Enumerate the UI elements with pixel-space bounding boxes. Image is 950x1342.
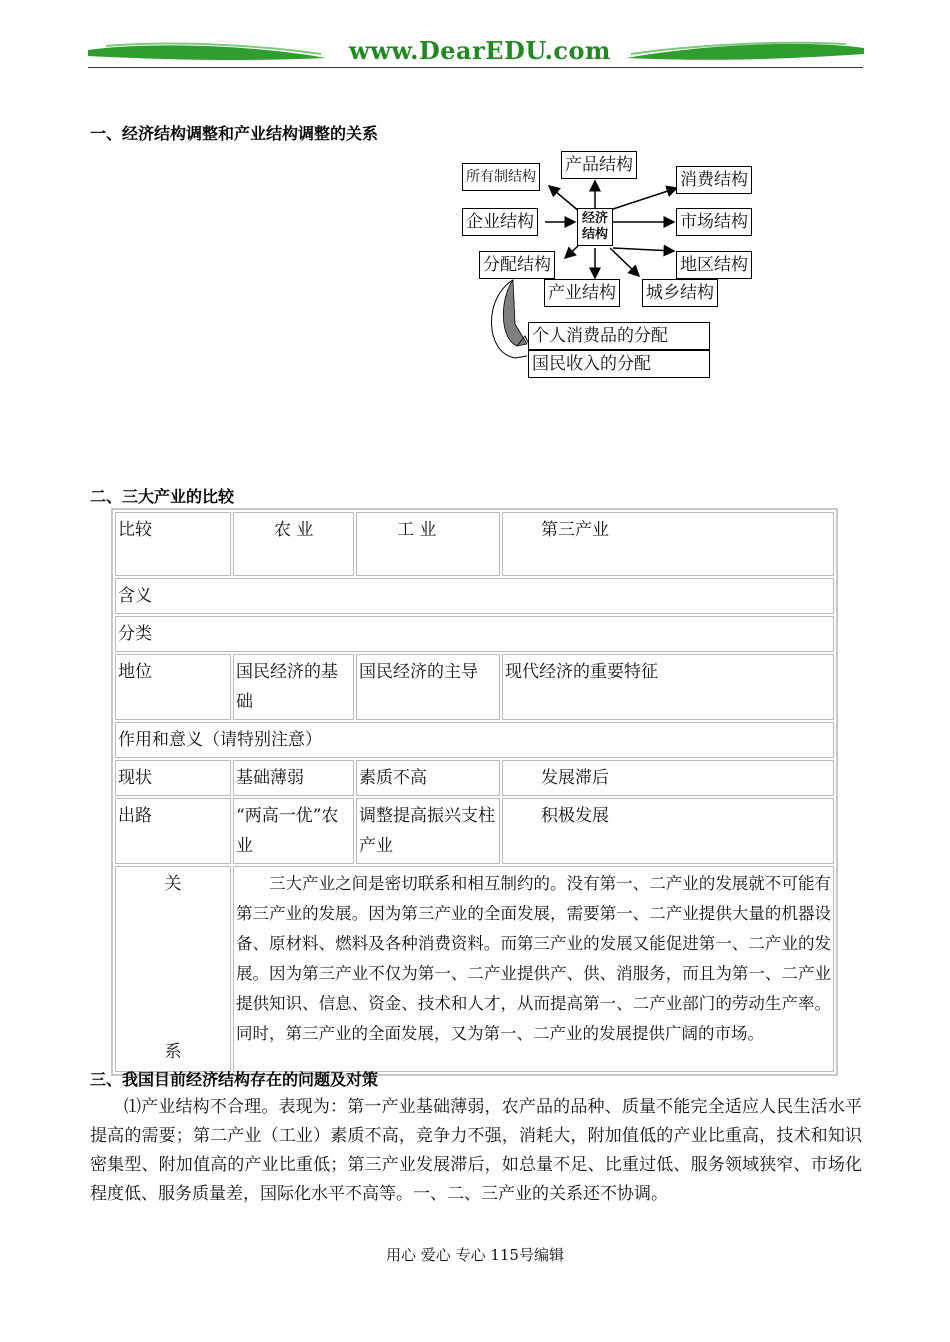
cell-status-tertiary: 现代经济的重要特征 xyxy=(502,654,834,720)
header-agriculture xyxy=(233,512,354,576)
table-row xyxy=(115,512,834,576)
header-tertiary-text: 第三产业 xyxy=(541,520,609,540)
cell-status-industry: 国民经济的主导 xyxy=(356,654,500,720)
page-footer: 用心 爱心 专心 115号编辑 xyxy=(386,1246,564,1264)
diagram-box-consumer-goods-distribution: 个人消费品的分配 xyxy=(528,322,710,350)
table-row xyxy=(115,722,834,758)
header-agriculture-text: 农 业 xyxy=(274,520,314,540)
diagram-core-economic-structure: 经济结构 xyxy=(577,208,613,246)
cell-way-industry: 调整提高振兴支柱产业 xyxy=(356,798,500,864)
row-relation-label xyxy=(115,866,231,1072)
section3-paragraph: ⑴产业结构不合理。表现为：第一产业基础薄弱，农产品的品种、质量不能完全适应人民生活水平提高的需要；第二产业（工业）素质不高，竞争力不强，消耗大，附加值低的产业比重高，技术和知识密集型、附加值高的产业比重低；第三产业发展滞后，如总量不足、比重过低、服务领域狭窄、市场化程度低、服务质量差，国际化水平不高等。一、二、三产业的关系还不协调。 xyxy=(90,1097,862,1204)
table-row xyxy=(115,578,834,614)
diagram-box-national-income-distribution: 国民收入的分配 xyxy=(528,350,710,378)
section3-title: 三、我国目前经济结构存在的问题及对策 xyxy=(90,1070,379,1089)
section2-title: 二、三大产业的比较 xyxy=(90,487,235,506)
relation-label-bottom: 系 xyxy=(164,1042,182,1062)
header-compare: 比较 xyxy=(115,512,231,576)
table-row xyxy=(115,760,834,796)
diagram-box-distribution: 分配结构 xyxy=(479,251,555,279)
header-industry xyxy=(356,512,500,576)
cell-way-agriculture: “两高一优”农业 xyxy=(233,798,354,864)
row-role: 作用和意义（请特别注意） xyxy=(115,722,834,758)
cell-current-industry: 素质不高 xyxy=(356,760,500,796)
header-tertiary xyxy=(502,512,834,576)
diagram-box-consumption: 消费结构 xyxy=(676,166,752,194)
header-rule xyxy=(88,67,863,68)
row-current-label: 现状 xyxy=(115,760,231,796)
cell-current-agriculture: 基础薄弱 xyxy=(233,760,354,796)
diagram-box-urban-rural: 城乡结构 xyxy=(642,279,718,307)
row-way-label: 出路 xyxy=(115,798,231,864)
row-meaning: 含义 xyxy=(115,578,834,614)
section1-title: 一、经济结构调整和产业结构调整的关系 xyxy=(90,124,379,143)
cell-relation-text: 三大产业之间是密切联系和相互制约的。没有第一、二产业的发展就不可能有第三产业的发展。因为第三产业的全面发展，需要第一、二产业提供大量的机器设备、原材料、燃料及各种消费资料。而第三产业的发展又能促进第一、二产业的发展。因为第三产业不仅为第一、二产业提供产、供、消服务，而且为第一、二产业提供知识、信息、资金、技术和人才，从而提高第一、二产业部门的劳动生产率。同时，第三产业的全面发展，又为第一、二产业的发展提供广阔的市场。 xyxy=(233,866,834,1072)
cell-status-agriculture: 国民经济的基础 xyxy=(233,654,354,720)
diagram-box-market: 市场结构 xyxy=(676,208,752,236)
diagram-box-industry: 产业结构 xyxy=(544,279,620,307)
industry-comparison-table xyxy=(111,508,838,1076)
header-industry-text: 工 业 xyxy=(397,520,437,540)
table-row xyxy=(115,616,834,652)
cell-current-tertiary xyxy=(502,760,834,796)
relation-label-top: 关 xyxy=(164,874,182,894)
cell-way-tertiary-text: 积极发展 xyxy=(541,806,609,826)
diagram-box-ownership: 所有制结构 xyxy=(462,163,540,191)
table-row xyxy=(115,798,834,864)
row-status-label: 地位 xyxy=(115,654,231,720)
diagram-box-regional: 地区结构 xyxy=(676,251,752,279)
cell-way-tertiary xyxy=(502,798,834,864)
row-category: 分类 xyxy=(115,616,834,652)
cell-current-tertiary-text: 发展滞后 xyxy=(541,768,609,788)
diagram-box-enterprise: 企业结构 xyxy=(462,208,538,236)
table-row xyxy=(115,654,834,720)
table-row xyxy=(115,866,834,1072)
diagram-box-product: 产品结构 xyxy=(561,151,637,179)
site-logo-text: www.DearEDU.com xyxy=(349,36,611,65)
